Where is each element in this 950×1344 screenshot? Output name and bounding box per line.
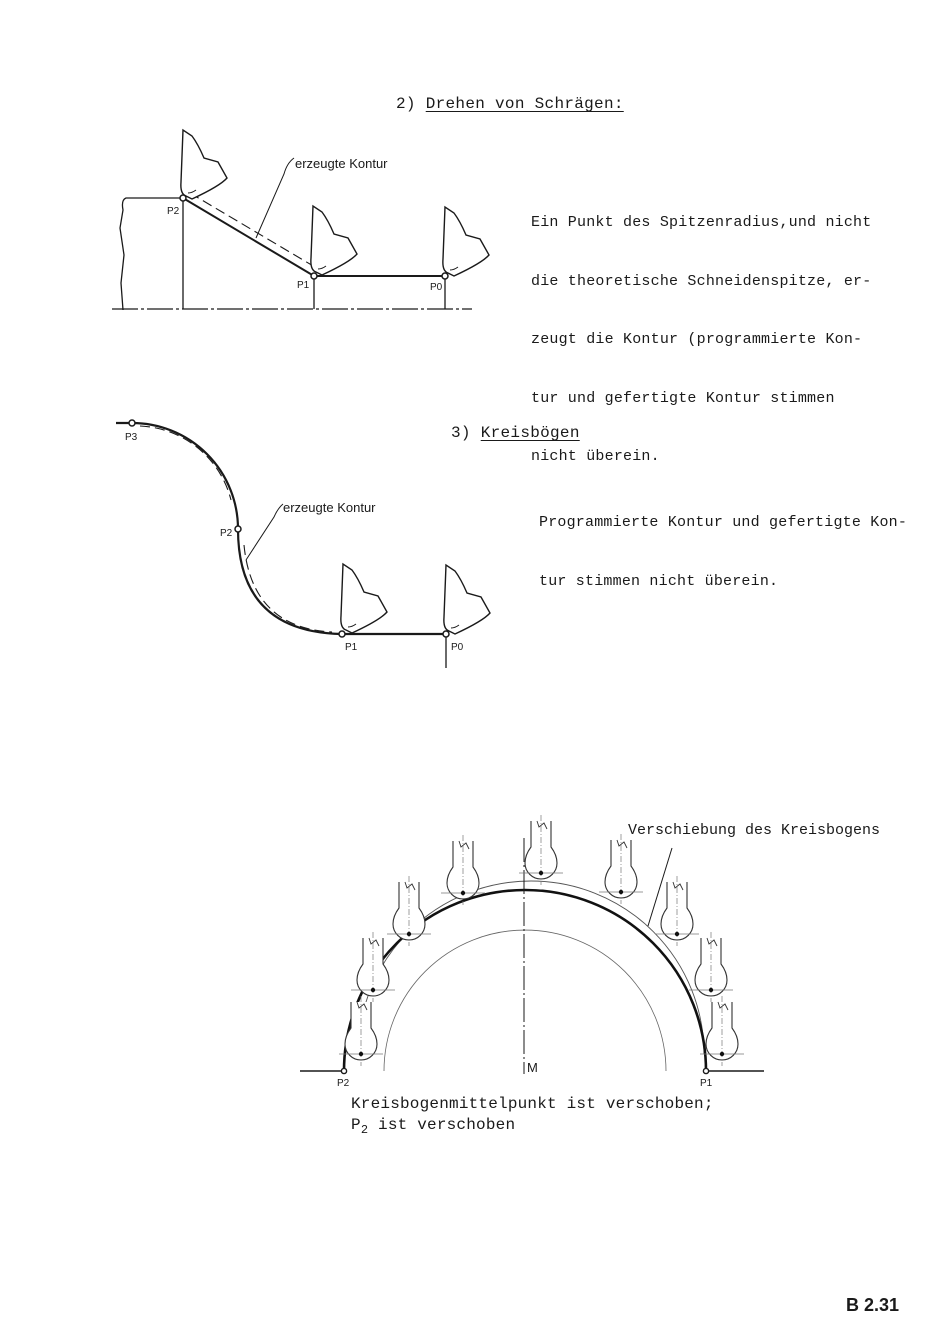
page-number: B 2.31 [846, 1295, 900, 1315]
section4-caption-line1: Kreisbogenmittelpunkt ist verschoben; [351, 1095, 714, 1113]
point-label-p2: P2 [220, 528, 233, 539]
point-label-p1: P1 [297, 280, 310, 291]
center-label: M [527, 1060, 538, 1075]
tool-holder [519, 815, 563, 885]
leader-line [246, 504, 283, 560]
tool-holder [689, 932, 733, 1002]
point-marker [703, 1068, 708, 1073]
point-marker [311, 273, 317, 279]
tool-holder [655, 876, 699, 946]
section2-paragraph-line: nicht überein. [531, 448, 660, 465]
point-label-p2: P2 [167, 206, 180, 217]
point-label-p0: P0 [451, 642, 464, 653]
section4-label: Verschiebung des Kreisbogens [628, 822, 881, 839]
diagram-slope [112, 130, 489, 310]
point-label-p3: P3 [125, 432, 138, 443]
cutting-tool [443, 207, 489, 276]
programmed-contour [116, 423, 445, 634]
tool-holder [441, 835, 485, 905]
cutting-tool [181, 130, 227, 199]
section4-caption-subscript: 2 [360, 1123, 369, 1138]
diagram-slope-label: erzeugte Kontur [295, 156, 388, 171]
section3-paragraph-line: tur stimmen nicht überein. [539, 572, 779, 590]
point-label-p2: P2 [337, 1078, 350, 1089]
original-arc [384, 930, 666, 1071]
generated-contour [190, 193, 320, 270]
section2-paragraph-line: tur und gefertigte Kontur stimmen [531, 389, 835, 407]
cutting-tool [311, 206, 357, 275]
section2-number: 2) [396, 95, 416, 113]
point-marker [443, 631, 449, 637]
point-marker [180, 195, 186, 201]
section2-paragraph-line: zeugt die Kontur (programmierte Kon- [531, 331, 863, 348]
point-label-p1: P1 [700, 1078, 713, 1089]
diagram-shift [300, 815, 764, 1089]
cutting-tool [444, 565, 490, 634]
section3-title: Kreisbögen [480, 424, 580, 442]
section3-number: 3) [451, 424, 471, 442]
diagram-arc [116, 420, 490, 668]
tool-holder [351, 932, 395, 1002]
section2-paragraph-line: die theoretische Schneidenspitze, er- [531, 272, 872, 290]
tool-holder [599, 834, 643, 904]
point-marker [341, 1068, 346, 1073]
section2-title: Drehen von Schrägen: [425, 95, 624, 113]
point-marker [339, 631, 345, 637]
section4-caption-point: P [351, 1116, 361, 1134]
diagram-arc-label: erzeugte Kontur [283, 500, 376, 515]
point-label-p1: P1 [345, 642, 358, 653]
point-marker [235, 526, 241, 532]
generated-contour [244, 545, 332, 632]
section2-paragraph-line: Ein Punkt des Spitzenradius,und nicht [531, 214, 872, 231]
leader-line [256, 158, 294, 238]
tool-holder [387, 876, 431, 946]
point-marker [129, 420, 135, 426]
point-label-p0: P0 [430, 282, 443, 293]
point-marker [442, 273, 448, 279]
cutting-tool [341, 564, 387, 633]
section4-caption-rest: ist verschoben [368, 1116, 516, 1134]
section3-paragraph-line: Programmierte Kontur und gefertigte Kon- [539, 514, 908, 531]
